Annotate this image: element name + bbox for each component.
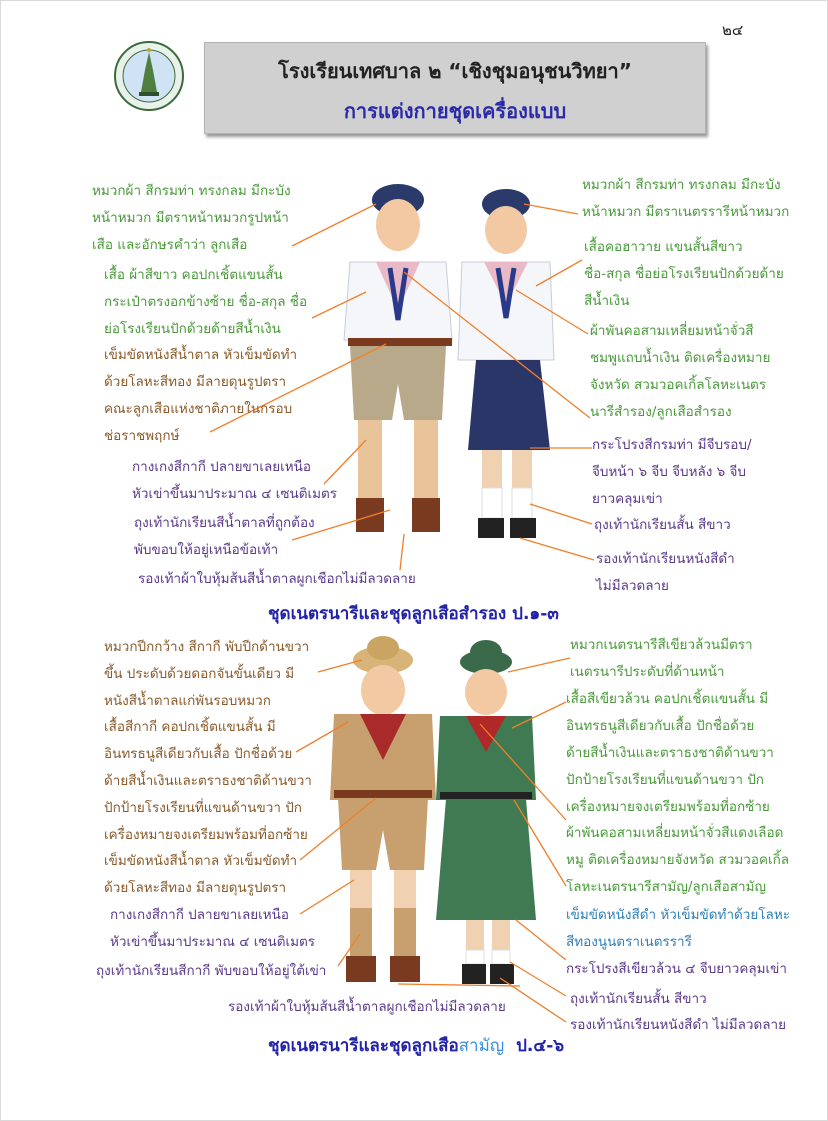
note-guide-belt: เข็มขัดหนังสีดำ หัวเข็มขัดทำด้วยโลหะ สีทองนูนตราเนตรรารี [566,907,790,950]
caption-primary-4-6-accent: สามัญ [458,1036,505,1056]
note-cub-shirt: เสื้อ ผ้าสีขาว คอปกเชิ้ตแขนสั้น กระเป๋าตรงอกข้างซ้าย ชื่อ-สกุล ชื่อ ย่อโรงเรียนปักด้วยด้ายสีน้ำเงิน [104,267,308,337]
note-cub-socks: ถุงเท้านักเรียนสีน้ำตาลที่ถูกต้อง พับขอบให้อยู่เหนือข้อเท้า [134,515,315,558]
note-brownie-socks: ถุงเท้านักเรียนสั้น สีขาว [594,517,731,533]
note-guide-skirt: กระโปรงสีเขียวล้วน ๔ จีบยาวคลุมเข่า [566,961,787,977]
note-scout-hat: หมวกปีกกว้าง สีกากี พับปีกด้านขวา ขึ้น ประดับด้วยดอกจันขั้นเดียว มี หนังสีน้ำตาลแก่พันรอบหมวก [104,639,310,709]
note-cub-shoes: รองเท้าผ้าใบหุ้มส้นสีน้ำตาลผูกเชือกไม่มีลวดลาย [138,571,416,587]
note-guide-scarf: ผ้าพันคอสามเหลี่ยมหน้าจั่วสีแดงเลือด หมู ติดเครื่องหมายจังหวัด สวมวอคเกิ้ล โลหะเนตรนารีสามัญ/ลูกเสือสามัญ [566,825,790,895]
note-brownie-shirt: เสื้อคอฮาวาย แขนสั้นสีขาว ชื่อ-สกุล ชื่อย่อโรงเรียนปักด้วยด้าย สีน้ำเงิน [584,239,784,309]
note-scout-shoes: รองเท้าผ้าใบหุ้มส้นสีน้ำตาลผูกเชือกไม่มีลวดลาย [228,999,506,1015]
note-brownie-skirt: กระโปรงสีกรมท่า มีจีบรอบ/ จีบหน้า ๖ จีบ จีบหลัง ๖ จีบ ยาวคลุมเข่า [592,437,752,507]
caption-primary-1-3: ชุดเนตรนารีและชุดลูกเสือสำรอง ป.๑-๓ [268,604,559,624]
cub-scout-boy-figure [344,184,452,532]
note-guide-shirt: เสื้อสีเขียวล้วน คอปกเชิ้ตแขนสั้น มี อินทรธนูสีเดียวกับเสื้อ ปักชื่อด้วย ด้ายสีน้ำเงินและตราธงชาติด้านขวา ปักป้ายโรงเรียนที่แขนด้านขวา ปัก เครื่องหมายจงเตรียมพร้อมที่อกซ้าย [566,691,774,815]
note-scout-shirt: เสื้อสีกากี คอปกเชิ้ตแขนสั้น มี อินทรธนูสีเดียวกับเสื้อ ปักชื่อด้วย ด้ายสีน้ำเงินและตราธงชาติด้านขวา ปักป้ายโรงเรียนที่แขนด้านขวา ปัก เครื่องหมายจงเตรียมพร้อมที่อกซ้าย [104,719,312,843]
note-brownie-shoes: รองเท้านักเรียนหนังสีดำ ไม่มีลวดลาย [596,551,735,594]
note-scout-shorts: กางเกงสีกากี ปลายขาเลยเหนือ หัวเข่าขึ้นมาประมาณ ๔ เซนติเมตร [110,907,316,950]
note-guide-shoes: รองเท้านักเรียนหนังสีดำ ไม่มีลวดลาย [570,1017,787,1033]
page-heading: การแต่งกายชุดเครื่องแบบ [343,99,567,123]
note-guide-hat: หมวกเนตรนารีสีเขียวล้วนมีตรา เนตรนารีประดับที่ด้านหน้า [570,637,753,680]
note-cub-hat: หมวกผ้า สีกรมท่า ทรงกลม มีกะบัง หน้าหมวก มีตราหน้าหมวกรูปหน้า เสือ และอักษรคำว่า ลูกเสือ [92,183,291,253]
caption-primary-4-6 [268,1032,564,1059]
note-scout-belt: เข็มขัดหนังสีน้ำตาล หัวเข็มขัดทำ ด้วยโลหะสีทอง มีลายดุนรูปตรา [104,853,298,896]
brownie-girl-figure [458,189,554,538]
page-number: ๒๔ [722,21,744,39]
note-guide-socks: ถุงเท้านักเรียนสั้น สีขาว [570,991,707,1007]
scout-boy-figure [330,636,436,982]
school-name: โรงเรียนเทศบาล ๒ “เชิงชุมอนุชนวิทยา” [278,59,632,83]
note-brownie-hat: หมวกผ้า สีกรมท่า ทรงกลม มีกะบัง หน้าหมวก มีตราเนตรรารีหน้าหมวก [582,177,790,220]
note-cub-shorts: กางเกงสีกากี ปลายขาเลยเหนือ หัวเข่าขึ้นมาประมาณ ๔ เซนติเมตร [132,459,338,502]
caption-primary-4-6-tail: ป.๔-๖ [504,1036,565,1056]
caption-primary-4-6-main: ชุดเนตรนารีและชุดลูกเสือ [268,1036,459,1056]
note-scout-socks: ถุงเท้านักเรียนสีกากี พับขอบให้อยู่ใต้เข่า [96,963,327,979]
note-brownie-scarf: ผ้าพันคอสามเหลี่ยมหน้าจั่วสี ชมพูแถบน้ำเงิน ติดเครื่องหมาย จังหวัด สวมวอคเกิ้ลโลหะเนตร นารีสำรอง/ลูกเสือสำรอง [590,323,771,420]
note-cub-belt: เข็มขัดหนังสีน้ำตาล หัวเข็มขัดทำ ด้วยโลหะสีทอง มีลายดุนรูปตรา คณะลูกเสือแห่งชาติภายในกรอบ ช่อราชพฤกษ์ [104,347,298,444]
